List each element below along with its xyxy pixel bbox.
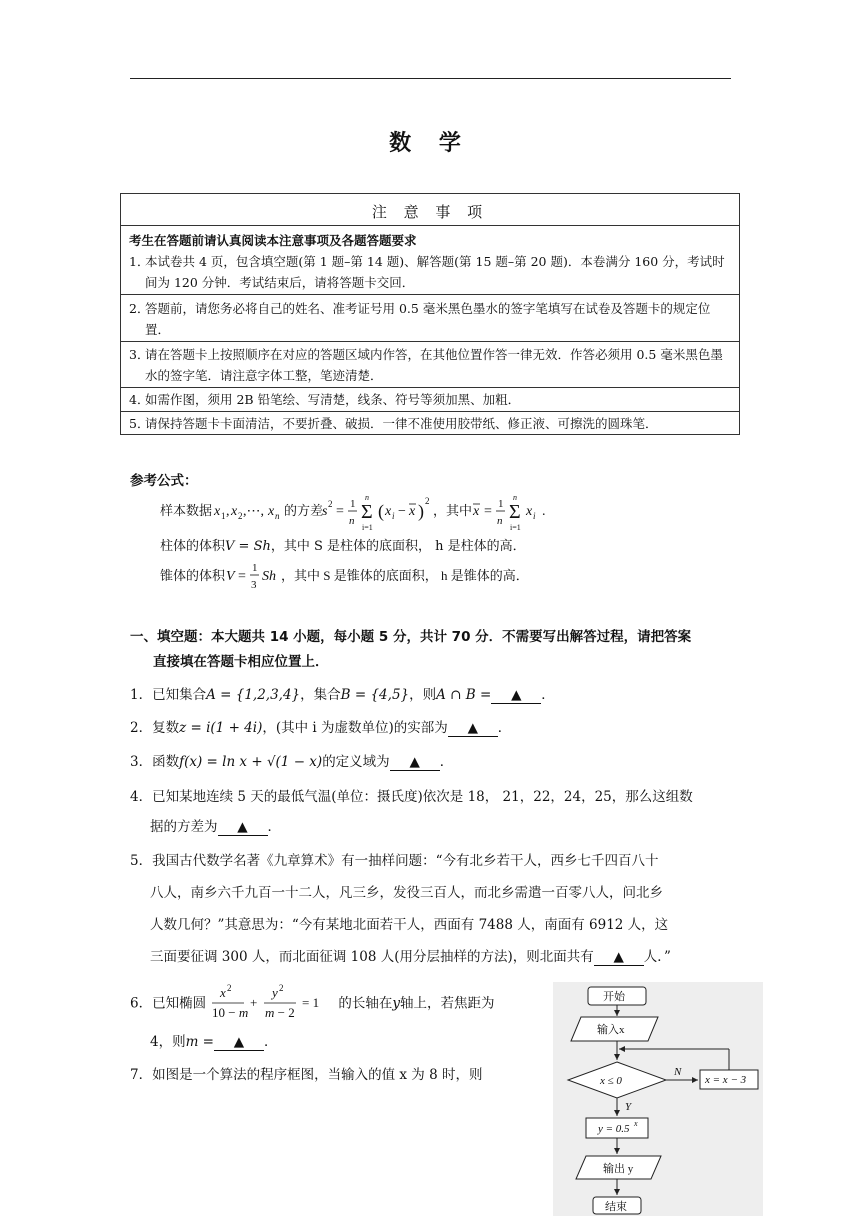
question-text: 据的方差为 xyxy=(150,819,218,835)
svg-text:3: 3 xyxy=(251,579,257,591)
svg-text:i=1: i=1 xyxy=(362,523,373,532)
svg-text:=: = xyxy=(238,569,246,584)
question-number: 3． xyxy=(130,754,153,770)
svg-text:10 − m: 10 − m xyxy=(212,1005,249,1020)
answer-blank xyxy=(390,754,440,771)
notice-item-text: 请在答题卡上按照顺序在对应的答题区域内作答，在其他位置作答一律无效．作答必须用 0.5 毫米黑色墨水的签字笔．请注意字体工整，笔迹清楚． xyxy=(145,347,723,383)
cone-formula-math xyxy=(160,560,600,596)
flowchart-condition-label: x ≤ 0 xyxy=(600,1075,622,1087)
question-text: 人数几何？”其意思为：“今有某地北面若干人，西面有 7488 人，南面有 6912 人，这 xyxy=(150,917,669,933)
answer-blank xyxy=(448,720,498,737)
question-text: 函数 xyxy=(152,754,180,770)
question-text: 我国古代数学名著《九章算术》有一抽样问题：“今有北乡若干人，西乡七千四百八十 xyxy=(152,853,659,869)
question-text: ． xyxy=(267,819,281,835)
answer-triangle: ▲ xyxy=(409,754,420,770)
svg-text:Σ: Σ xyxy=(509,501,521,523)
answer-blank xyxy=(214,1034,264,1051)
notice-item-2 xyxy=(129,298,734,340)
question-text: 复数 xyxy=(152,720,180,736)
question-number: 1． xyxy=(130,687,153,703)
cone-formula xyxy=(160,560,600,600)
notice-divider xyxy=(121,225,739,226)
notice-item-number: 5． xyxy=(129,416,150,431)
svg-text:.: . xyxy=(542,504,546,519)
question-number: 2． xyxy=(130,720,153,736)
notice-divider xyxy=(121,341,739,342)
answer-blank xyxy=(491,687,541,704)
svg-text:=: = xyxy=(484,504,492,519)
svg-text:1: 1 xyxy=(221,511,226,521)
svg-text:1: 1 xyxy=(498,498,504,510)
variance-mid: 的方差 xyxy=(284,503,324,518)
question-text: 三面要征调 300 人，而北面征调 108 人(用分层抽样的方法)，则北面共有 xyxy=(150,949,594,965)
answer-blank xyxy=(594,949,644,966)
flowchart-input-label: 输入x xyxy=(597,1024,625,1036)
svg-text:n: n xyxy=(349,515,355,527)
flowchart-update-label: x = x − 3 xyxy=(705,1074,747,1086)
question-text: ，集合 xyxy=(300,687,341,703)
svg-text:Sh: Sh xyxy=(262,569,276,584)
svg-text:x: x xyxy=(214,504,221,519)
svg-text:x: x xyxy=(526,504,533,519)
flowchart xyxy=(553,982,763,1216)
flowchart-end-label: 结束 xyxy=(605,1201,627,1213)
svg-text:i: i xyxy=(392,511,395,521)
flowchart-yes-label: Y xyxy=(625,1101,632,1113)
svg-text:−: − xyxy=(398,504,406,519)
notice-item-number: 2． xyxy=(129,301,150,316)
question-1 xyxy=(130,680,730,710)
svg-text:2: 2 xyxy=(328,499,333,509)
flowchart-start-label: 开始 xyxy=(603,991,625,1003)
variance-prefix: 样本数据 xyxy=(160,503,213,518)
svg-text:x: x xyxy=(220,985,227,1000)
svg-text:n: n xyxy=(365,493,369,502)
cylinder-label: 柱体的体积 xyxy=(160,539,226,554)
svg-text:1: 1 xyxy=(252,562,258,574)
question-number: 5． xyxy=(130,853,153,869)
answer-blank xyxy=(218,819,268,836)
question-text: ． xyxy=(264,1034,278,1050)
question-text: 4，则 xyxy=(150,1034,186,1050)
axis-variable: y xyxy=(392,995,401,1012)
notice-divider xyxy=(121,294,739,295)
flowchart-assign-label: y = 0.5 xyxy=(598,1123,630,1135)
function-expr: f(x) = ln x + √(1 − x) xyxy=(179,754,323,770)
svg-text:x: x xyxy=(385,504,392,519)
notice-box xyxy=(120,193,740,435)
cone-tail: ，其中 S 是锥体的底面积， h 是锥体的高． xyxy=(281,568,529,583)
svg-text:i: i xyxy=(533,511,536,521)
question-7 xyxy=(130,1060,550,1090)
question-6 xyxy=(130,984,550,1052)
question-text: 人．” xyxy=(643,949,671,965)
svg-text:V: V xyxy=(226,569,235,584)
set-a: A = {1,2,3,4} xyxy=(206,687,301,703)
svg-text:2: 2 xyxy=(238,511,243,521)
question-2 xyxy=(130,713,730,743)
question-number: 6． xyxy=(130,995,153,1012)
variance-formula-math xyxy=(160,494,620,536)
complex-expr: z = i(1 + 4i) xyxy=(179,720,263,736)
notice-subtitle: 考生在答题前请认真阅读本注意事项及各题答题要求 xyxy=(129,233,417,248)
answer-triangle: ▲ xyxy=(233,1034,245,1050)
cylinder-formula: 柱体的体积V = Sh，其中 S 是柱体的底面积， h 是柱体的高． xyxy=(160,539,526,554)
set-b: B = {4,5} xyxy=(340,687,410,703)
m-expr: m = xyxy=(185,1034,214,1050)
question-number: 4． xyxy=(130,789,153,805)
question-text: 八人，南乡六千九百一十二人，凡三乡，发役三百人，而北乡需遣一百零八人，问北乡 xyxy=(150,885,663,901)
notice-item-text: 请保持答题卡卡面清洁，不要折叠、破损．一律不准使用胶带纸、修正液、可擦洗的圆珠笔． xyxy=(145,416,658,431)
svg-text:(: ( xyxy=(378,501,384,521)
svg-text:i=1: i=1 xyxy=(510,523,521,532)
page-title: 数 学 xyxy=(389,130,471,156)
svg-text:2: 2 xyxy=(227,984,232,993)
flowchart-no-label: N xyxy=(674,1066,682,1078)
notice-item-number: 3． xyxy=(129,347,150,362)
notice-item-text: 答题前，请您务必将自己的姓名、准考证号用 0.5 毫米黑色墨水的签字笔填写在试卷及答题卡的规定位置． xyxy=(145,301,711,337)
svg-text:,⋯,: ,⋯, xyxy=(243,504,264,519)
svg-text:=: = xyxy=(336,504,344,519)
question-text: ，则 xyxy=(409,687,437,703)
question-3 xyxy=(130,747,730,777)
cylinder-tail: ，其中 S 是柱体的底面积， h 是柱体的高． xyxy=(270,539,526,554)
svg-text:1: 1 xyxy=(350,498,356,510)
svg-text:x: x xyxy=(268,504,275,519)
question-text: 的定义域为 xyxy=(322,754,390,770)
svg-text:2: 2 xyxy=(279,984,284,993)
answer-triangle: ▲ xyxy=(613,949,624,965)
svg-text:x: x xyxy=(231,504,238,519)
top-rule xyxy=(130,78,731,79)
svg-text:= 1: = 1 xyxy=(302,995,320,1010)
svg-text:n: n xyxy=(497,515,503,527)
question-text: 已知某地连续 5 天的最低气温(单位：摄氏度)依次是 18， 21，22，24，25，那么这组数 xyxy=(152,789,693,805)
svg-text:2: 2 xyxy=(425,496,430,506)
flowchart-panel xyxy=(553,982,763,1216)
cylinder-expr: V xyxy=(225,539,235,554)
cone-label: 锥体的体积 xyxy=(160,568,226,583)
flowchart-assign-exponent: x xyxy=(634,1119,638,1128)
variance-where: ，其中 xyxy=(433,503,473,518)
notice-item-number: 4． xyxy=(129,392,150,407)
flowchart-output-label: 输出 y xyxy=(603,1163,634,1175)
notice-divider xyxy=(121,411,739,412)
notice-item-1 xyxy=(129,251,734,293)
ellipse-equation xyxy=(210,984,338,1024)
notice-item-number: 1． xyxy=(129,254,150,269)
question-text: 已知集合 xyxy=(152,687,207,703)
reference-title: 参考公式： xyxy=(130,473,198,489)
answer-triangle: ▲ xyxy=(511,687,522,703)
svg-text:n: n xyxy=(275,511,280,521)
svg-text:s: s xyxy=(322,504,328,519)
question-text: 的长轴在 xyxy=(338,995,393,1012)
question-4 xyxy=(130,782,730,842)
svg-text:Σ: Σ xyxy=(361,501,373,523)
notice-item-4 xyxy=(129,389,734,410)
svg-text:n: n xyxy=(513,493,517,502)
question-5 xyxy=(130,845,730,973)
notice-item-3 xyxy=(129,344,734,386)
question-text: ，(其中 i 为虚数单位)的实部为 xyxy=(262,720,448,736)
question-text: 轴上，若焦距为 xyxy=(400,995,495,1012)
variance-formula xyxy=(160,494,620,540)
notice-item-5 xyxy=(129,413,734,434)
svg-text:m − 2: m − 2 xyxy=(265,1005,296,1020)
notice-item-text: 本试卷共 4 页，包含填空题(第 1 题–第 14 题)、解答题(第 15 题–第 20 题)．本卷满分 160 分，考试时间为 120 分钟．考试结束后，请将答题卡交回． xyxy=(145,254,725,290)
svg-text:+: + xyxy=(250,995,258,1010)
answer-triangle: ▲ xyxy=(467,720,478,736)
question-text: ． xyxy=(439,754,454,770)
section-title-line2: 直接填在答题卡相应位置上． xyxy=(153,654,329,670)
section-title xyxy=(130,625,735,675)
intersection-expr: A ∩ B = xyxy=(436,687,492,703)
answer-triangle: ▲ xyxy=(237,819,248,835)
question-text: ． xyxy=(541,687,555,703)
question-text: 已知椭圆 xyxy=(152,995,207,1012)
svg-text:x: x xyxy=(409,504,416,519)
notice-item-text: 如需作图，须用 2B 铅笔绘、写清楚，线条、符号等须加黑、加粗． xyxy=(145,392,521,407)
svg-text:y: y xyxy=(272,985,279,1000)
svg-text:): ) xyxy=(418,501,424,521)
question-text: ． xyxy=(497,720,512,736)
question-number: 7． xyxy=(130,1067,153,1083)
notice-divider xyxy=(121,387,739,388)
section-title-line1: 一、填空题：本大题共 14 小题，每小题 5 分，共计 70 分．不需要写出解答过程，请把答案 xyxy=(130,629,692,645)
svg-text:,: , xyxy=(226,504,230,519)
notice-heading: 注 意 事 项 xyxy=(371,203,489,221)
question-text: 如图是一个算法的程序框图，当输入的值 x 为 8 时，则 xyxy=(152,1067,483,1083)
svg-text:x: x xyxy=(473,504,480,519)
